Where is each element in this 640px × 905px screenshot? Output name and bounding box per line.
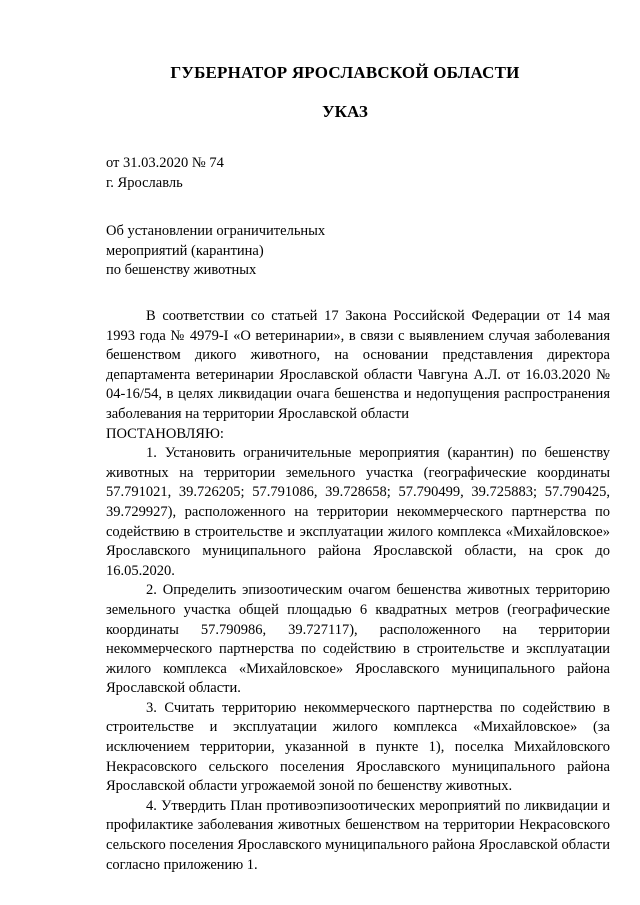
document-type: УКАЗ xyxy=(322,102,368,121)
preamble-paragraph: В соответствии со статьей 17 Закона Российской Федерации от 14 мая 1993 года № 4979-I «О ветеринарии», в связи с выявлением случая заболевания бешенством дикого животного, на основании представления директора департамента ветеринарии Ярославской области Чавгуна А.Л. от 16.03.2020 № 04-16/54, в целях ликвидации очага бешенства и недопущения распространения заболевания на территории Ярославской области xyxy=(106,308,610,422)
city: г. Ярославль xyxy=(106,175,183,191)
authority-title: ГУБЕРНАТОР ЯРОСЛАВСКОЙ ОБЛАСТИ xyxy=(170,63,520,82)
date-number: от 31.03.2020 № 74 xyxy=(106,155,224,171)
item-3-paragraph: 3. Считать территорию некоммерческого партнерства по содействию в строительстве и эксплуатации жилого комплекса «Михайловское» (за исключением территории, указанной в пункте 1), поселка Михайловского Некрасовского сельского поселения Ярославского муниципального района Ярославской области угрожаемой зоной по бешенству животных. xyxy=(106,699,610,795)
decree-word: ПОСТАНОВЛЯЮ: xyxy=(106,425,224,442)
document-subject xyxy=(106,222,325,281)
document-meta xyxy=(106,153,224,193)
item-4-paragraph: 4. Утвердить План противоэпизоотических мероприятий по ликвидации и профилактике заболевания животных бешенством на территории Некрасовского сельского поселения Ярославского муниципального района Ярославской области согласно приложению 1. xyxy=(106,797,610,873)
item-1-paragraph: 1. Установить ограничительные мероприятия (карантин) по бешенству животных на территории земельного участка (географические координаты 57.791021, 39.726205; 57.791086, 39.728658; 57.790499, 39.725883; 57.790425, 39.729927), расположенного на территории некоммерческого партнерства по содействию в строительстве и эксплуатации жилого комплекса «Михайловское» Ярославского муниципального района Ярославской области, на срок до 16.05.2020. xyxy=(106,445,610,579)
document-body xyxy=(106,307,610,875)
item-2-paragraph: 2. Определить эпизоотическим очагом бешенства животных территорию земельного участка общей площадью 6 квадратных метров (географические координаты 57.790986, 39.727117), расположенного на территории некоммерческого партнерства по содействию в строительстве и эксплуатации жилого комплекса «Михайловское» Ярославского муниципального района Ярославской области. xyxy=(106,582,610,697)
subject-line-3: по бешенству животных xyxy=(106,262,257,278)
subject-line-2: мероприятий (карантина) xyxy=(106,242,264,259)
subject-line-1: Об установлении ограничительных xyxy=(106,223,326,239)
